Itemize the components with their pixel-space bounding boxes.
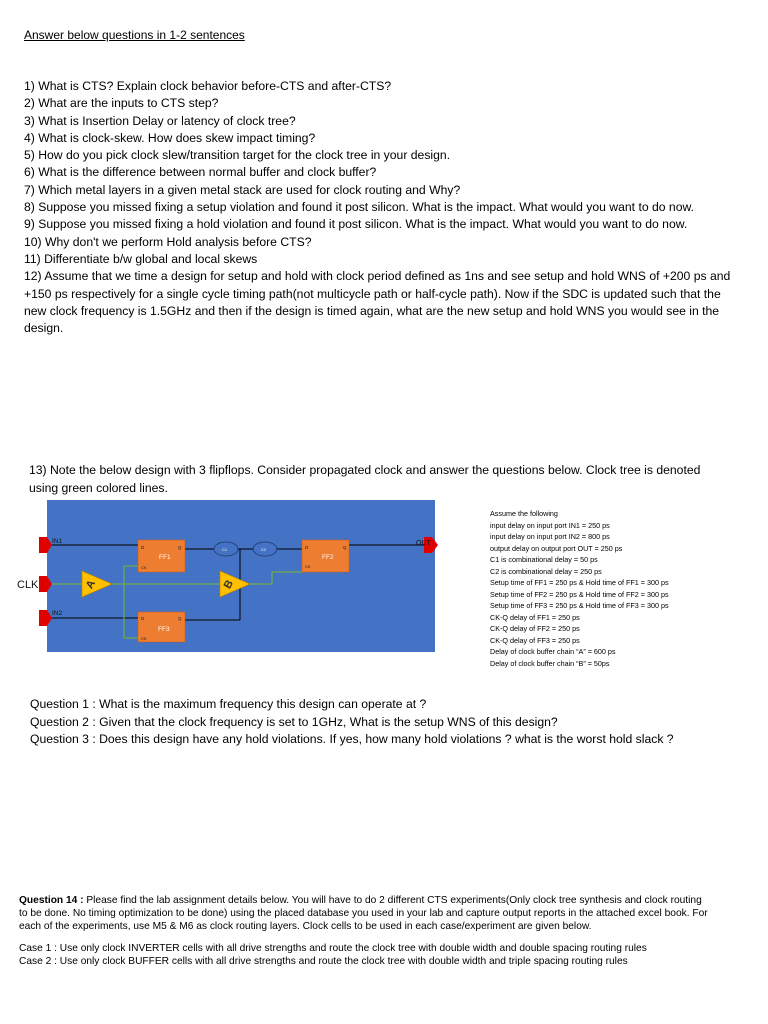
question-4: 4) What is clock-skew. How does skew impact timing? — [24, 130, 316, 145]
ff3-ck-pin: CK — [141, 636, 147, 641]
c2-label: C2 — [261, 547, 267, 552]
question-3: 3) What is Insertion Delay or latency of clock tree? — [24, 113, 296, 128]
assumption-line: input delay on input port IN1 = 250 ps — [490, 520, 610, 530]
assumption-line: input delay on input port IN2 = 800 ps — [490, 532, 610, 541]
question-2: 2) What are the inputs to CTS step? — [24, 96, 219, 111]
question-13: 13) Note the below design with 3 flipflops. Consider propagated clock and answer the questions below. Clock tree is denoted using green colored lines. — [29, 463, 701, 495]
port-out-label: OUT — [416, 540, 431, 547]
ff2-label: FF2 — [322, 554, 334, 561]
assumption-line: output delay on output port OUT = 250 ps — [490, 543, 623, 553]
ff3-label: FF3 — [158, 626, 170, 633]
question-8: 8) Suppose you missed fixing a setup violation and found it post silicon. What is the impact. What would you want to do now. — [24, 200, 695, 215]
ff2-d-pin: D — [305, 545, 309, 550]
clock-buffer-a-label: A — [83, 578, 99, 591]
port-in1-label: IN1 — [52, 538, 63, 545]
question-5: 5) How do you pick clock slew/transition target for the clock tree in your design. — [24, 148, 451, 163]
sub-question-1: Question 1 : What is the maximum frequency this design can operate at ? — [30, 697, 427, 711]
question-14 — [19, 894, 709, 968]
assumption-line: C1 is combinational delay = 50 ps — [490, 555, 598, 564]
question-14-intro — [19, 894, 709, 933]
question-14-case-1: Case 1 : Use only clock INVERTER cells with all drive strengths and route the clock tree with double width and double spacing routing rules — [19, 943, 647, 954]
port-clk-label: CLK — [17, 579, 39, 591]
ff3-q-pin: Q — [178, 616, 182, 621]
ff1-ck-pin: CK — [141, 565, 147, 570]
question-7: 7) Which metal layers in a given metal stack are used for clock routing and Why? — [24, 182, 461, 197]
instructions-heading: Answer below questions in 1-2 sentences — [24, 28, 245, 42]
assumption-line: Setup time of FF3 = 250 ps & Hold time of FF3 = 300 ps — [490, 601, 669, 610]
question-12: 12) Assume that we time a design for setup and hold with clock period defined as 1ns and see setup and hold WNS of +200 ps and +150 ps respectively for a single cycle timing path(not multicycle path or half-cycle path). Now if the SDC is updated such that the new clock frequency is 1.5GHz and then if the design is timed again, what are the new setup and hold WNS you would see in the design. — [24, 269, 731, 336]
question-9: 9) Suppose you missed fixing a hold violation and found it post silicon. What is the impact. What would you want to do now. — [24, 217, 688, 232]
assumption-line: Setup time of FF2 = 250 ps & Hold time of FF2 = 300 ps — [490, 589, 669, 599]
assumption-line: Delay of clock buffer chain “A” = 600 ps — [490, 647, 616, 656]
ff1-q-pin: Q — [178, 545, 182, 550]
question-1: 1) What is CTS? Explain clock behavior before-CTS and after-CTS? — [24, 79, 392, 93]
assumption-line: Setup time of FF1 = 250 ps & Hold time of FF1 = 300 ps — [490, 578, 669, 587]
port-in2-label: IN2 — [52, 610, 63, 617]
flipflop-circuit-diagram — [12, 498, 482, 658]
c1-label: C1 — [222, 547, 228, 552]
assumptions-list — [490, 508, 760, 669]
sub-question-2: Question 2 : Given that the clock frequency is set to 1GHz, What is the setup WNS of this design? — [30, 714, 558, 729]
assumption-line: C2 is combinational delay = 250 ps — [490, 566, 602, 576]
question-11: 11) Differentiate b/w global and local skews — [24, 251, 258, 266]
assumption-line: CK-Q delay of FF1 = 250 ps — [490, 612, 580, 622]
question-14-text: Please find the lab assignment details below. You will have to do 2 different CTS experiments(Only clock tree synthesis and clock routing to be done. No timing optimization to be done) using the placed database you used in your lab and capture output reports in the attached excel book. For each of the experiments, use M5 & M6 as clock routing layers. Clock cells to be used in each case/experiment are given below. — [19, 895, 708, 932]
diagram-background — [47, 500, 435, 652]
sub-question-list — [30, 696, 720, 749]
assumption-line: CK-Q delay of FF3 = 250 ps — [490, 635, 580, 645]
ff1-d-pin: D — [141, 545, 145, 550]
ff2-q-pin: Q — [343, 545, 347, 550]
ff3-d-pin: D — [141, 616, 145, 621]
ff2-ck-pin: CK — [305, 564, 311, 569]
question-14-case-2: Case 2 : Use only clock BUFFER cells with all drive strengths and route the clock tree with double width and triple spacing routing rules — [19, 956, 628, 967]
assumption-line: Delay of clock buffer chain “B” = 50ps — [490, 658, 610, 668]
ff1-label: FF1 — [159, 554, 171, 561]
assumption-line: Assume the following — [490, 509, 558, 518]
clock-buffer-b-label: B — [221, 578, 237, 591]
assumption-line: CK-Q delay of FF2 = 250 ps — [490, 624, 580, 633]
question-6: 6) What is the difference between normal buffer and clock buffer? — [24, 165, 377, 180]
question-list — [24, 78, 736, 337]
question-10: 10) Why don't we perform Hold analysis before CTS? — [24, 234, 312, 249]
spacer — [19, 933, 709, 942]
question-14-label: Question 14 : — [19, 895, 84, 906]
sub-question-3: Question 3 : Does this design have any hold violations. If yes, how many hold violations ? what is the worst hold slack ? — [30, 732, 674, 746]
